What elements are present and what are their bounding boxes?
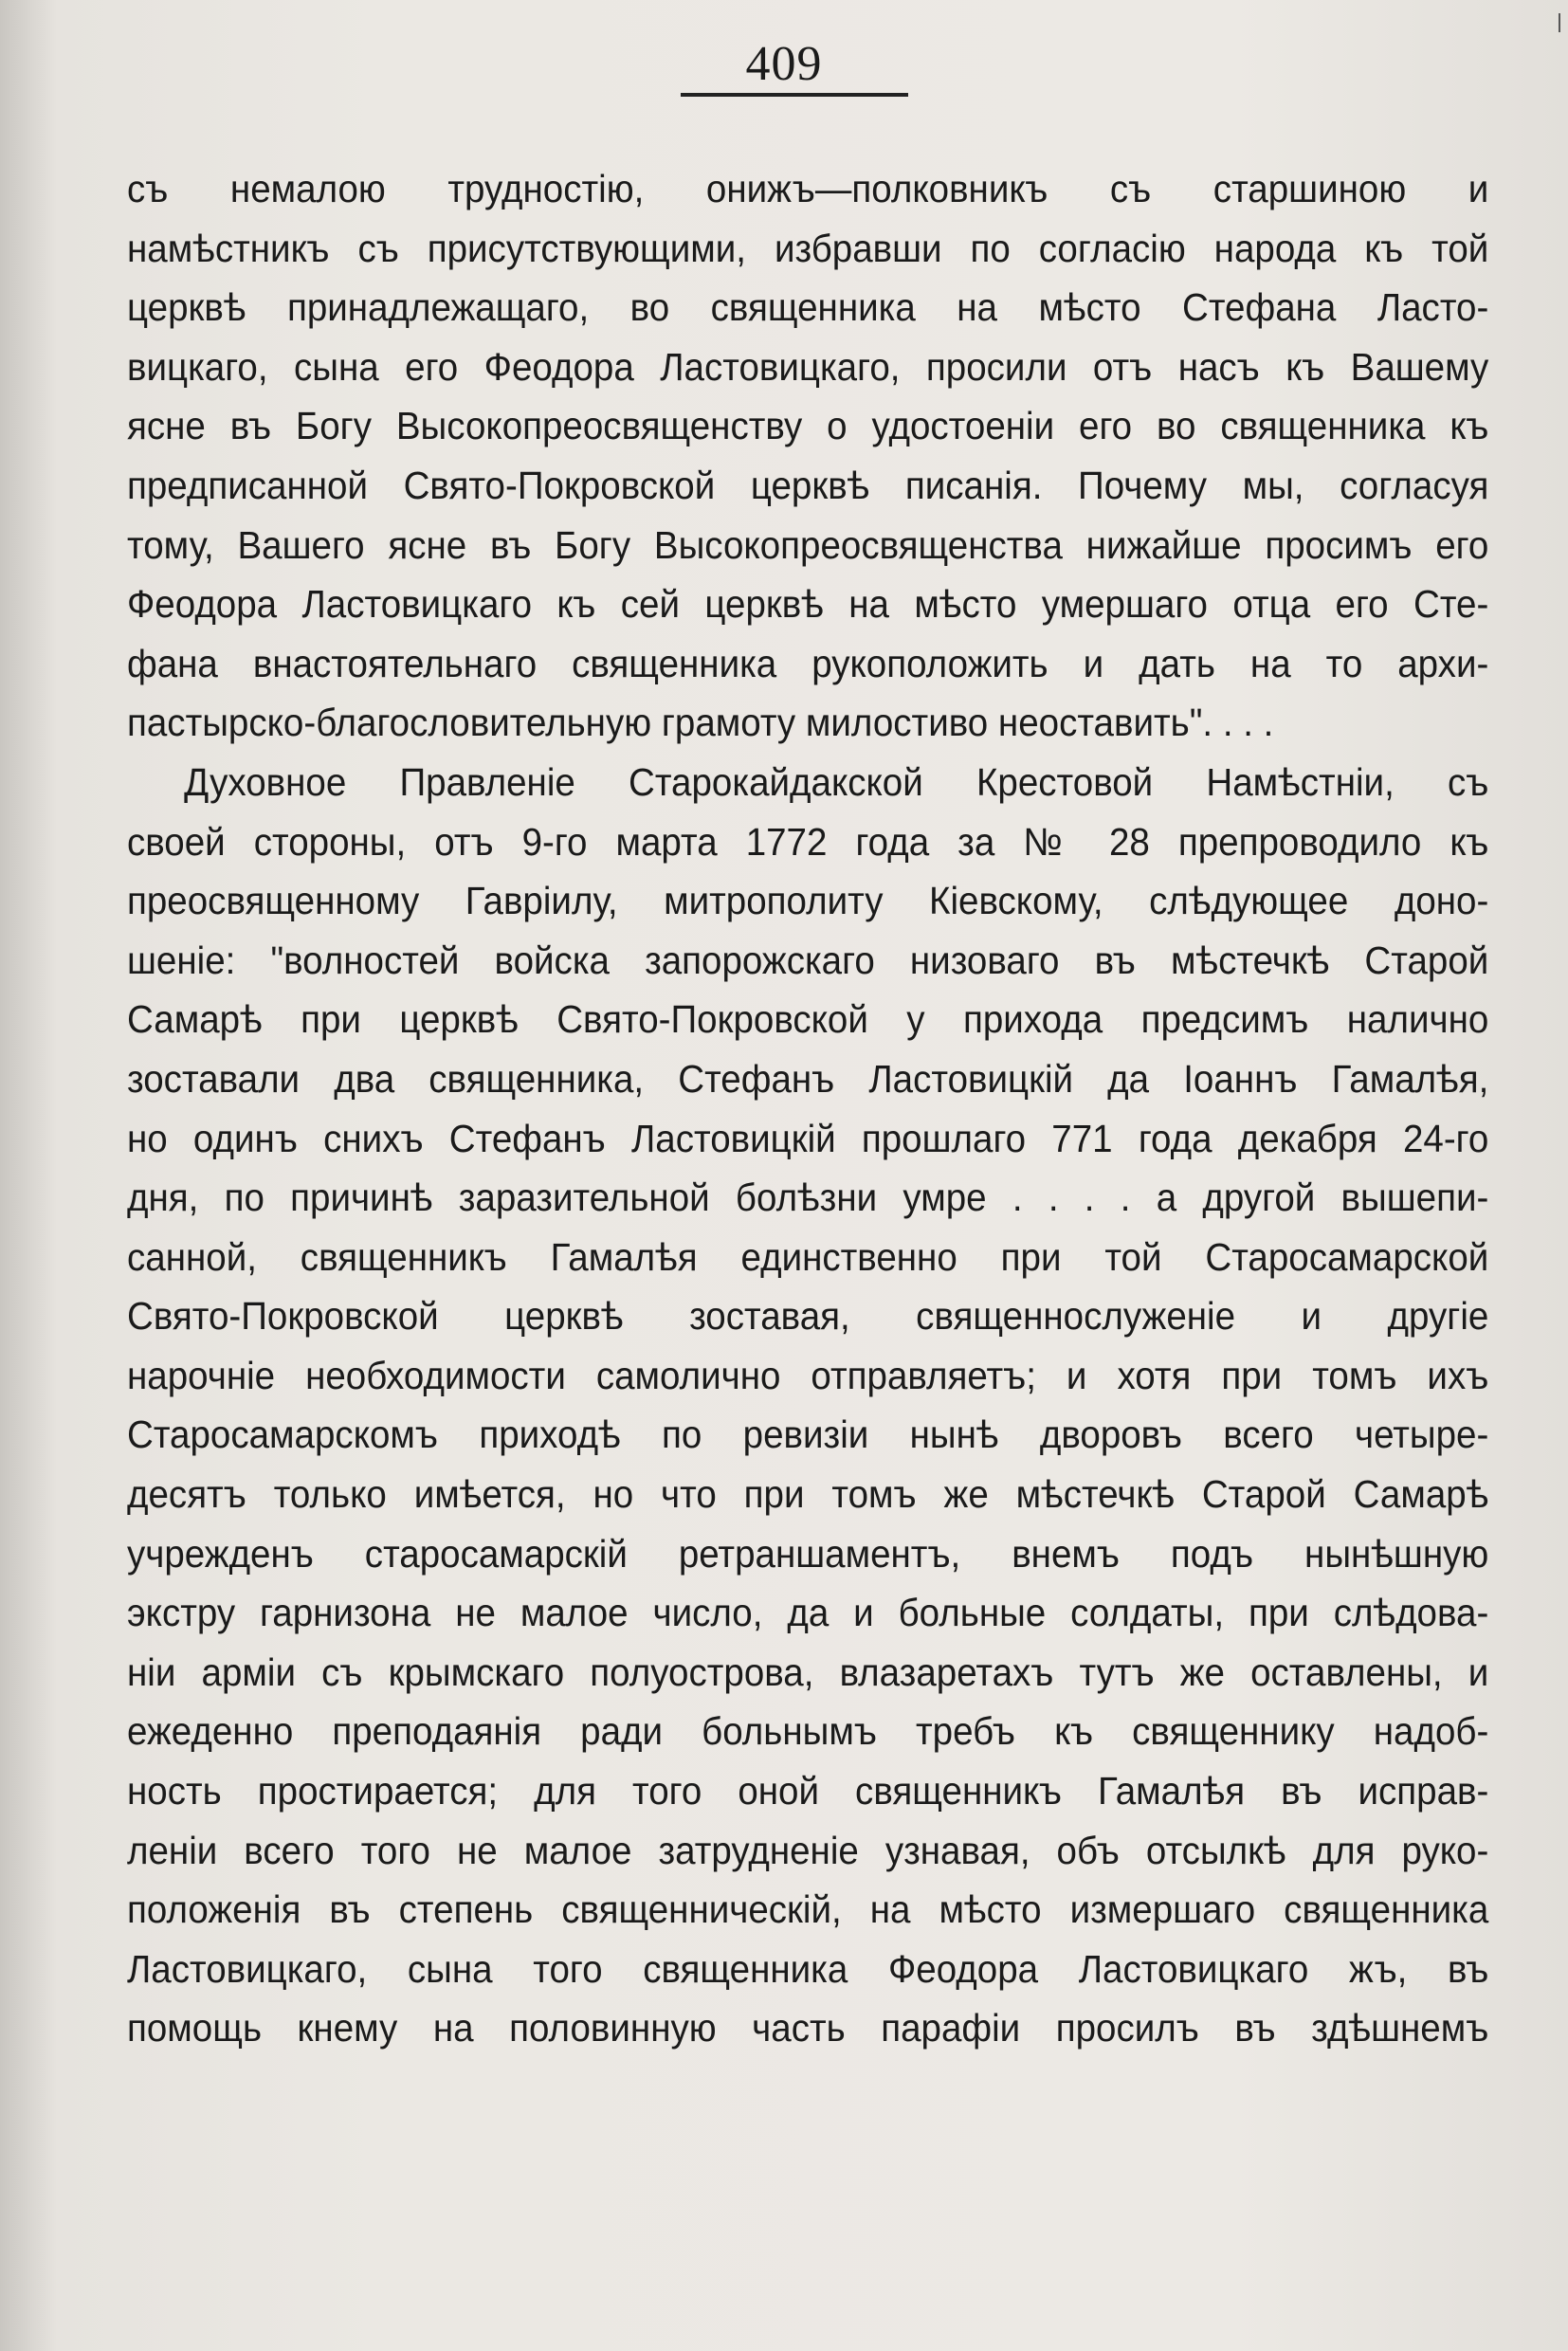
- text-line: своей стороны, отъ 9-го марта 1772 года за № 28 препроводило къ: [127, 819, 1489, 864]
- text-line: предписанной Свято-Покровской церквѣ писанія. Почему мы, согласуя: [127, 463, 1489, 507]
- text-line: Старосамарскомъ приходѣ по ревизіи нынѣ дворовъ всего четыре-: [127, 1412, 1489, 1457]
- text-line: учрежденъ старосамарскій ретраншаментъ, внемъ подъ нынѣшную: [127, 1531, 1489, 1576]
- text-line: положенія въ степень священническій, на мѣсто измершаго священника: [127, 1887, 1489, 1932]
- text-line: съ немалою трудностію, онижъ—полковникъ съ старшиною и: [127, 167, 1489, 210]
- text-line: Ластовицкаго, сына того священника Феодора Ластовицкаго жъ, въ: [127, 1946, 1489, 1991]
- text-line: намѣстникъ съ присутствующими, избравши по согласію народа къ той: [127, 226, 1489, 270]
- text-line: преосвященному Гавріилу, митрополиту Кіевскому, слѣдующее доно-: [127, 879, 1489, 923]
- text-line: пастырско-благословительную грамоту милостиво неоставить". . . .: [127, 701, 1274, 745]
- text-line: десятъ только имѣется, но что при томъ же мѣстечкѣ Старой Самарѣ: [127, 1472, 1489, 1517]
- text-line: вицкаго, сына его Феодора Ластовицкаго, просили отъ насъ къ Вашему: [127, 344, 1489, 389]
- text-line: экстру гарнизона не малое число, да и больные солдаты, при слѣдова-: [127, 1591, 1489, 1635]
- paragraph-start-line: Духовное Правленіе Старокайдакской Крестовой Намѣстніи, съ: [184, 759, 1489, 804]
- text-line: дня, по причинѣ заразительной болѣзни умре . . . . а другой вышепи-: [127, 1176, 1489, 1220]
- text-line: леніи всего того не малое затрудненіе узнавая, объ отсылкѣ для руко-: [127, 1828, 1489, 1872]
- page-number-rule: [681, 93, 908, 97]
- page-edge-mark: [1559, 13, 1560, 32]
- text-line: фана внастоятельнаго священника рукоположить и дать на то архи-: [127, 641, 1489, 685]
- text-line: ежеденно преподаянія ради больнымъ требъ къ священнику надоб-: [127, 1709, 1489, 1754]
- text-line: Самарѣ при церквѣ Свято-Покровской у прихода предсимъ налично: [127, 997, 1489, 1042]
- text-line: Феодора Ластовицкаго къ сей церквѣ на мѣсто умершаго отца его Сте-: [127, 582, 1489, 627]
- text-line: но одинъ снихъ Стефанъ Ластовицкій прошлаго 771 года декабря 24-го: [127, 1116, 1489, 1160]
- page-number: 409: [745, 37, 823, 91]
- text-line: ніи арміи съ крымскаго полуострова, влазаретахъ тутъ же оставлены, и: [127, 1649, 1489, 1694]
- text-line: ясне въ Богу Высокопреосвященству о удостоеніи его во священника къ: [127, 404, 1489, 448]
- text-line: помощь кнему на половинную часть парафіи просилъ въ здѣшнемъ: [127, 2006, 1489, 2050]
- text-line: Свято-Покровской церквѣ зоставая, священнослуженіе и другіе: [127, 1294, 1489, 1339]
- text-line: ность простирается; для того оной священникъ Гамалѣя въ исправ-: [127, 1769, 1489, 1813]
- text-line: шеніе: "волностей войска запорожскаго низоваго въ мѣстечкѣ Старой: [127, 938, 1489, 982]
- text-line: нарочніе необходимости самолично отправляетъ; и хотя при томъ ихъ: [127, 1353, 1489, 1397]
- text-line: тому, Вашего ясне въ Богу Высокопреосвященства нижайше просимъ его: [127, 522, 1489, 567]
- body-text: [127, 159, 1488, 2058]
- text-line: зоставали два священника, Стефанъ Ластовицкій да Іоаннъ Гамалѣя,: [127, 1056, 1489, 1101]
- text-line: санной, священникъ Гамалѣя единственно при той Старосамарской: [127, 1234, 1489, 1279]
- text-line: церквѣ принадлежащаго, во священника на мѣсто Стефана Ласто-: [127, 285, 1489, 330]
